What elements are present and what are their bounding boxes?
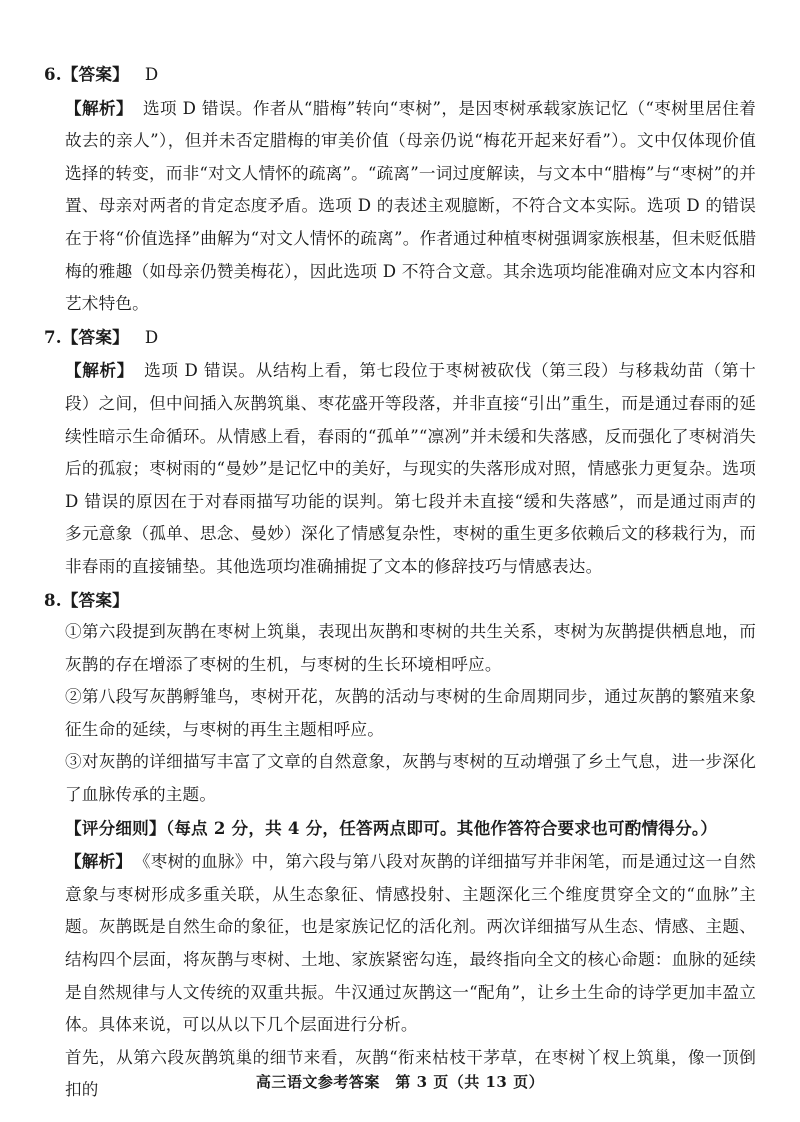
q7-answer-value: D	[144, 327, 159, 347]
q8-point-2: ②第八段写灰鹊孵雏鸟，枣树开花，灰鹊的活动与枣树的生命周期同步，通过灰鹊的繁殖来象征生命的延续，与枣树的再生主题相呼应。	[65, 687, 756, 739]
q6-analysis-label: 【解析】	[65, 97, 133, 118]
q6-analysis-text: 选项 D 错误。作者从“腊梅”转向“枣树”，是因枣树承载家族记忆（“枣树里居住着故去的亲人”），但并未否定腊梅的审美价值（母亲仍说“梅花开起来好看”）。文中仅体现价值选择的转变，而非“对文人情怀的疏离”。“疏离”一词过度解读，与文本中“腊梅”与“枣树”的并置、母亲对两者的肯定态度矛盾。选项 D 的表述主观臆断，不符合文本实际。选项 D 的错误在于将“价值选择”曲解为“对文人情怀的疏离”。作者通过种植枣树强调家族根基，但未贬低腊梅的雅趣（如母亲仍赞美梅花），因此选项 D 不符合文意。其余选项均能准确对应文本内容和艺术特色。	[65, 98, 756, 314]
q8-answer-label: 【答案】	[61, 589, 129, 610]
q6-answer-label: 【答案】	[61, 64, 129, 84]
q8-point-3: ③对灰鹊的详细描写丰富了文章的自然意象，灰鹊与枣树的互动增强了乡土气息，进一步深化了血脉传承的主题。	[65, 752, 756, 805]
q8-analysis	[44, 845, 756, 1042]
question-8	[44, 584, 756, 1108]
q7-analysis-text: 选项 D 错误。从结构上看，第七段位于枣树被砍伐（第三段）与移栽幼苗（第十段）之间，但中间插入灰鹊筑巢、枣花盛开等段落，并非直接“引出”重生，而是通过春雨的延续性暗示生命循环。从情感上看，春雨的“孤单”“凛冽”并未缓和失落感，反而强化了枣树消失后的孤寂；枣树雨的“曼妙”是记忆中的美好，与现实的失落形成对照，情感张力更复杂。选项 D 错误的原因在于对春雨描写功能的误判。第七段并未直接“缓和失落感”，而是通过雨声的多元意象（孤单、思念、曼妙）深化了情感复杂性，枣树的重生更多依赖后文的移栽行为，而非春雨的直接铺垫。其他选项均准确捕捉了文本的修辞技巧与情感表达。	[65, 361, 756, 576]
q8-scoring	[44, 812, 756, 846]
q7-answer-label: 【答案】	[61, 326, 129, 347]
q6-answer-value: D	[144, 65, 159, 84]
q7-analysis-label: 【解析】	[65, 360, 135, 381]
q8-scoring-text: （每点 2 分，共 4 分，任答两点即可。其他作答符合要求也可酌情得分。）	[165, 817, 718, 838]
q8-answer-line	[44, 584, 756, 617]
q7-number: 7.	[44, 326, 62, 347]
q7-analysis	[44, 354, 756, 583]
page-footer: 高三语文参考答案 第 3 页（共 13 页）	[255, 1073, 545, 1091]
q8-analysis-text: 《枣树的血脉》中，第六段与第八段对灰鹊的详细描写并非闲笔，而是通过这一自然意象与枣树形成多重关联，从生态象征、情感投射、主题深化三个维度贯穿全文的“血脉”主题。灰鹊既是自然生命的象征，也是家族记忆的活化剂。两次详细描写从生态、情感、主题、结构四个层面，将灰鹊与枣树、土地、家族紧密勾连，最终指向全文的核心命题：血脉的延续是自然规律与人文传统的双重共振。牛汉通过灰鹊这一“配角”，让乡土生命的诗学更加丰盈立体。具体来说，可以从以下几个层面进行分析。	[65, 852, 756, 1035]
q8-point-1: ①第六段提到灰鹊在枣树上筑巢，表现出灰鹊和枣树的共生关系，枣树为灰鹊提供栖息地，而灰鹊的存在增添了枣树的生机，与枣树的生长环境相呼应。	[65, 622, 756, 674]
q6-analysis	[44, 92, 756, 321]
q8-number: 8.	[44, 589, 62, 610]
q6-number: 6.	[44, 64, 62, 84]
q7-answer-line	[44, 321, 756, 355]
answer-sheet-page	[44, 58, 756, 1107]
question-6	[44, 58, 756, 321]
q8-continuation: 首先，从第六段灰鹊筑巢的细节来看，灰鹊“衔来枯枝干茅草，在枣树丫杈上筑巢，像一顶倒扣的	[65, 1047, 756, 1100]
q8-analysis-label: 【解析】	[65, 851, 133, 872]
q6-answer-line	[44, 58, 756, 92]
question-7	[44, 321, 756, 584]
q8-scoring-label: 【评分细则】	[65, 817, 166, 838]
